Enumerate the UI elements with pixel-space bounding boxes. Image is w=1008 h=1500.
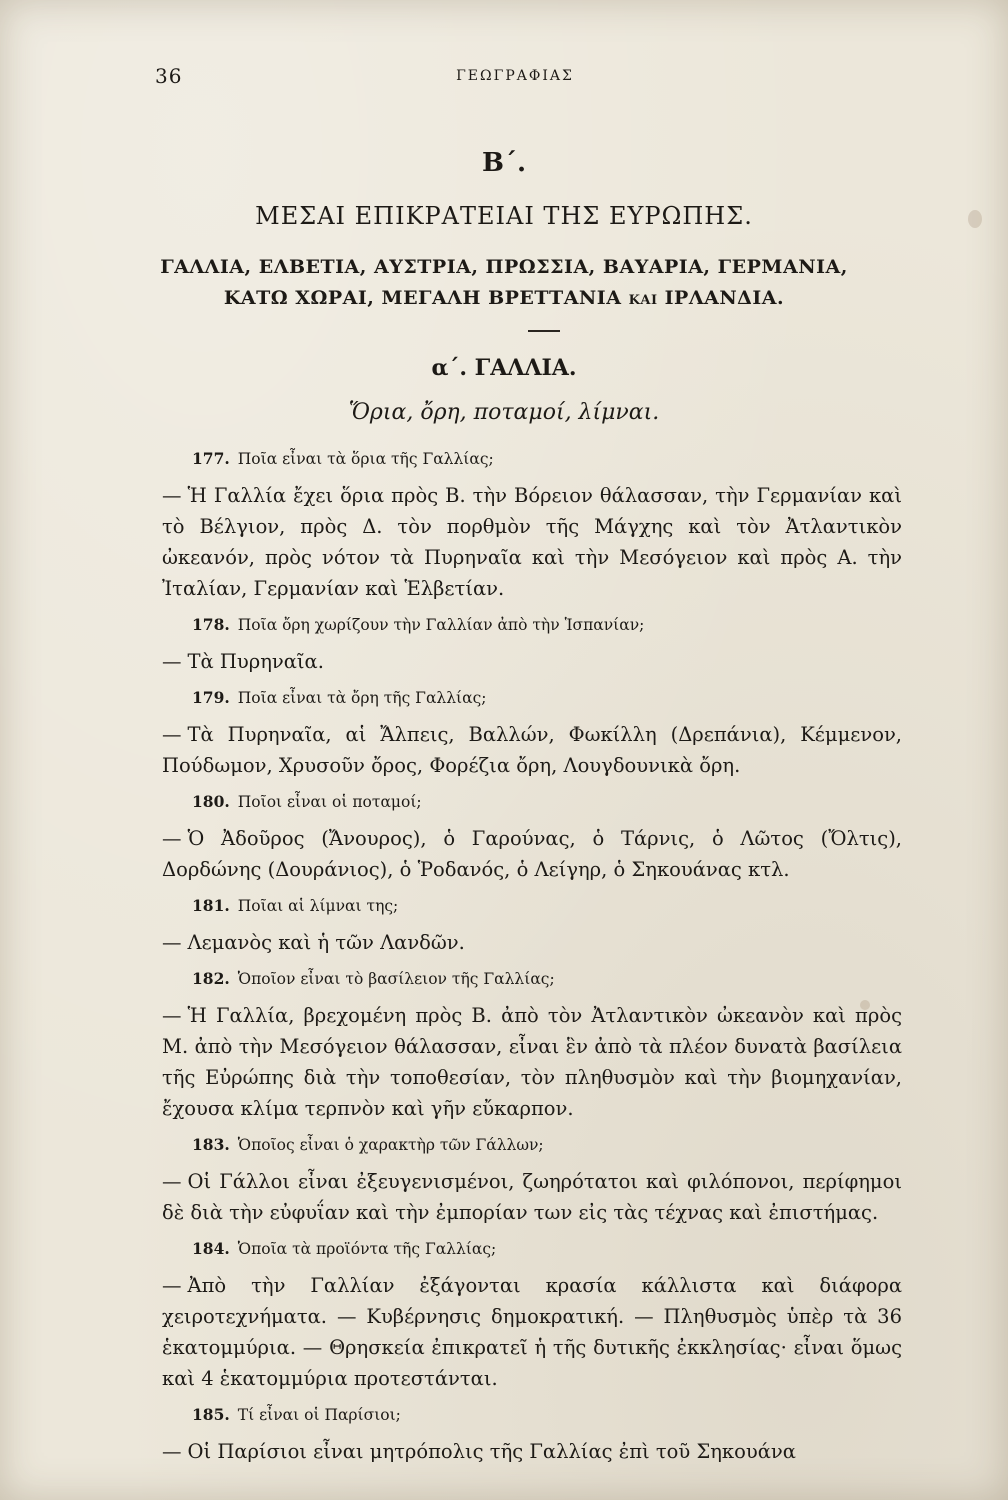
answer [162, 719, 902, 781]
chapter-heading: α΄. ΓΑΛΛΙΑ. [431, 355, 577, 381]
question-number: 185. [192, 1405, 230, 1424]
answer-text: Λεμανὸς καὶ ἡ τῶν Λανδῶν. [187, 931, 465, 954]
page-header [155, 64, 875, 94]
answer-text: Ἡ Γαλλία, βρεχομένη πρὸς Β. ἀπὸ τὸν Ἀτλαντικὸν ὠκεανὸν καὶ πρὸς Μ. ἀπὸ τὴν Μεσόγειον θάλασσαν, εἶναι ἓν ἀπὸ τὰ πλέον δυνατὰ βασίλεια τῆς Εὐρώπης διὰ τὴν τοποθεσίαν, τὸν πληθυσμὸν καὶ τὴν βιομηχανίαν, ἔχουσα κλίμα τερπνὸν καὶ γῆν εὔκαρπον. [162, 1004, 902, 1120]
subtitle-part-b: ΙΡΛΑΝΔΙΑ. [664, 287, 785, 309]
answer-dash: — [162, 650, 182, 673]
question-number: 180. [192, 792, 230, 811]
answer [162, 480, 902, 604]
question [192, 895, 902, 917]
question-text: Ὁποῖα τὰ προϊόντα τῆς Γαλλίας; [237, 1240, 497, 1258]
running-head: ΓΕΩΓΡΑΦΙΑΣ [456, 68, 574, 84]
question-text: Ὁποῖον εἶναι τὸ βασίλειον τῆς Γαλλίας; [237, 970, 555, 988]
page-number: 36 [155, 64, 183, 88]
answer-text: Ἡ Γαλλία ἔχει ὅρια πρὸς Β. τὴν Βόρειον θάλασσαν, τὴν Γερμανίαν καὶ τὸ Βέλγιον, πρὸς Δ. τὸν πορθμὸν τῆς Μάγχης καὶ τὸν Ἀτλαντικὸν ὠκεανόν, πρὸς νότον τὰ Πυρηναῖα καὶ τὴν Μεσόγειον καὶ πρὸς Α. τὴν Ἰταλίαν, Γερμανίαν καὶ Ἑλβετίαν. [162, 484, 902, 600]
question-number: 179. [192, 688, 230, 707]
section-subtitle-line2 [0, 287, 1008, 309]
qa-body [162, 448, 902, 1477]
question-number: 182. [192, 969, 230, 988]
question-number: 178. [192, 615, 230, 634]
answer-text: Ἀπὸ τὴν Γαλλίαν ἐξάγονται κρασία κάλλιστα καὶ διάφορα χειροτεχνήματα. — Κυβέρνησις δημοκρατική. — Πληθυσμὸς ὑπὲρ τὰ 36 ἑκατομμύρια. — Θρησκεία ἐπικρατεῖ ἡ τῆς δυτικῆς ἐκκλησίας· εἶναι ὅμως καὶ 4 ἑκατομμύρια προτεστάνται. [162, 1274, 902, 1390]
answer-dash: — [162, 1170, 182, 1193]
question-text: Ποῖαι αἱ λίμναι της; [237, 897, 399, 915]
question-text: Ὁποῖος εἶναι ὁ χαρακτὴρ τῶν Γάλλων; [237, 1136, 544, 1154]
chapter-topics: Ὅρια, ὄρη, ποταμοί, λίμναι. [348, 400, 660, 425]
answer-dash: — [162, 931, 182, 954]
question [192, 687, 902, 709]
question-text: Τί εἶναι οἱ Παρίσιοι; [237, 1406, 401, 1424]
answer [162, 1436, 902, 1467]
answer-dash: — [162, 723, 182, 746]
answer-text: Τὰ Πυρηναῖα, αἱ Ἄλπεις, Βαλλών, Φωκίλλη (Δρεπάνια), Κέμμενον, Πούδωμον, Χρυσοῦν ὄρος, Φορέζια ὄρη, Λουγδουνικὰ ὄρη. [162, 723, 902, 777]
answer [162, 646, 902, 677]
answer-text: Τὰ Πυρηναῖα. [187, 650, 324, 673]
question [192, 1238, 902, 1260]
question [192, 614, 902, 636]
question-number: 184. [192, 1239, 230, 1258]
answer-text: Ὁ Ἀδοῦρος (Ἄνουρος), ὁ Γαρούνας, ὁ Τάρνις, ὁ Λῶτος (Ὄλτις), Δορδώνης (Δουράνιος), ὁ Ῥοδανός, ὁ Λείγηρ, ὁ Σηκουάνας κτλ. [162, 827, 902, 881]
question [192, 791, 902, 813]
question-text: Ποῖα εἶναι τὰ ὅρια τῆς Γαλλίας; [237, 450, 494, 468]
question [192, 968, 902, 990]
answer-dash: — [162, 827, 182, 850]
answer [162, 1166, 902, 1228]
section-letter: Β΄. [481, 148, 527, 178]
answer [162, 927, 902, 958]
question-text: Ποῖοι εἶναι οἱ ποταμοί; [237, 793, 422, 811]
answer [162, 1000, 902, 1124]
question [192, 1134, 902, 1156]
question [192, 448, 902, 470]
answer-text: Οἱ Γάλλοι εἶναι ἐξευγενισμένοι, ζωηρότατοι καὶ φιλόπονοι, περίφημοι δὲ διὰ τὴν εὐφυΐαν καὶ τὴν ἐμπορίαν των εἰς τὰς τέχνας καὶ ἐπιστήμας. [162, 1170, 902, 1224]
question-number: 177. [192, 449, 230, 468]
question-text: Ποῖα εἶναι τὰ ὄρη τῆς Γαλλίας; [237, 689, 487, 707]
answer-dash: — [162, 484, 182, 507]
question-number: 183. [192, 1135, 230, 1154]
answer [162, 823, 902, 885]
answer-dash: — [162, 1004, 182, 1027]
question-number: 181. [192, 896, 230, 915]
answer-dash: — [162, 1440, 182, 1463]
answer [162, 1270, 902, 1394]
question-text: Ποῖα ὄρη χωρίζουν τὴν Γαλλίαν ἀπὸ τὴν Ἱσπανίαν; [237, 616, 645, 634]
divider [528, 330, 560, 332]
subtitle-part-a: ΚΑΤΩ ΧΩΡΑΙ, ΜΕΓΑΛΗ ΒΡΕΤΤΑΝΙΑ [223, 287, 622, 309]
subtitle-kai: ΚΑΙ [628, 293, 658, 308]
question [192, 1404, 902, 1426]
answer-dash: — [162, 1274, 182, 1297]
section-subtitle-line1: ΓΑΛΛΙΑ, ΕΛΒΕΤΙΑ, ΑΥΣΤΡΙΑ, ΠΡΩΣΣΙΑ, ΒΑΥΑΡΙΑ, ΓΕΡΜΑΝΙΑ, [160, 256, 848, 278]
answer-text: Οἱ Παρίσιοι εἶναι μητρόπολις τῆς Γαλλίας ἐπὶ τοῦ Σηκουάνα [187, 1440, 796, 1463]
section-title: ΜΕΣΑΙ ΕΠΙΚΡΑΤΕΙΑΙ ΤΗΣ ΕΥΡΩΠΗΣ. [255, 202, 753, 230]
